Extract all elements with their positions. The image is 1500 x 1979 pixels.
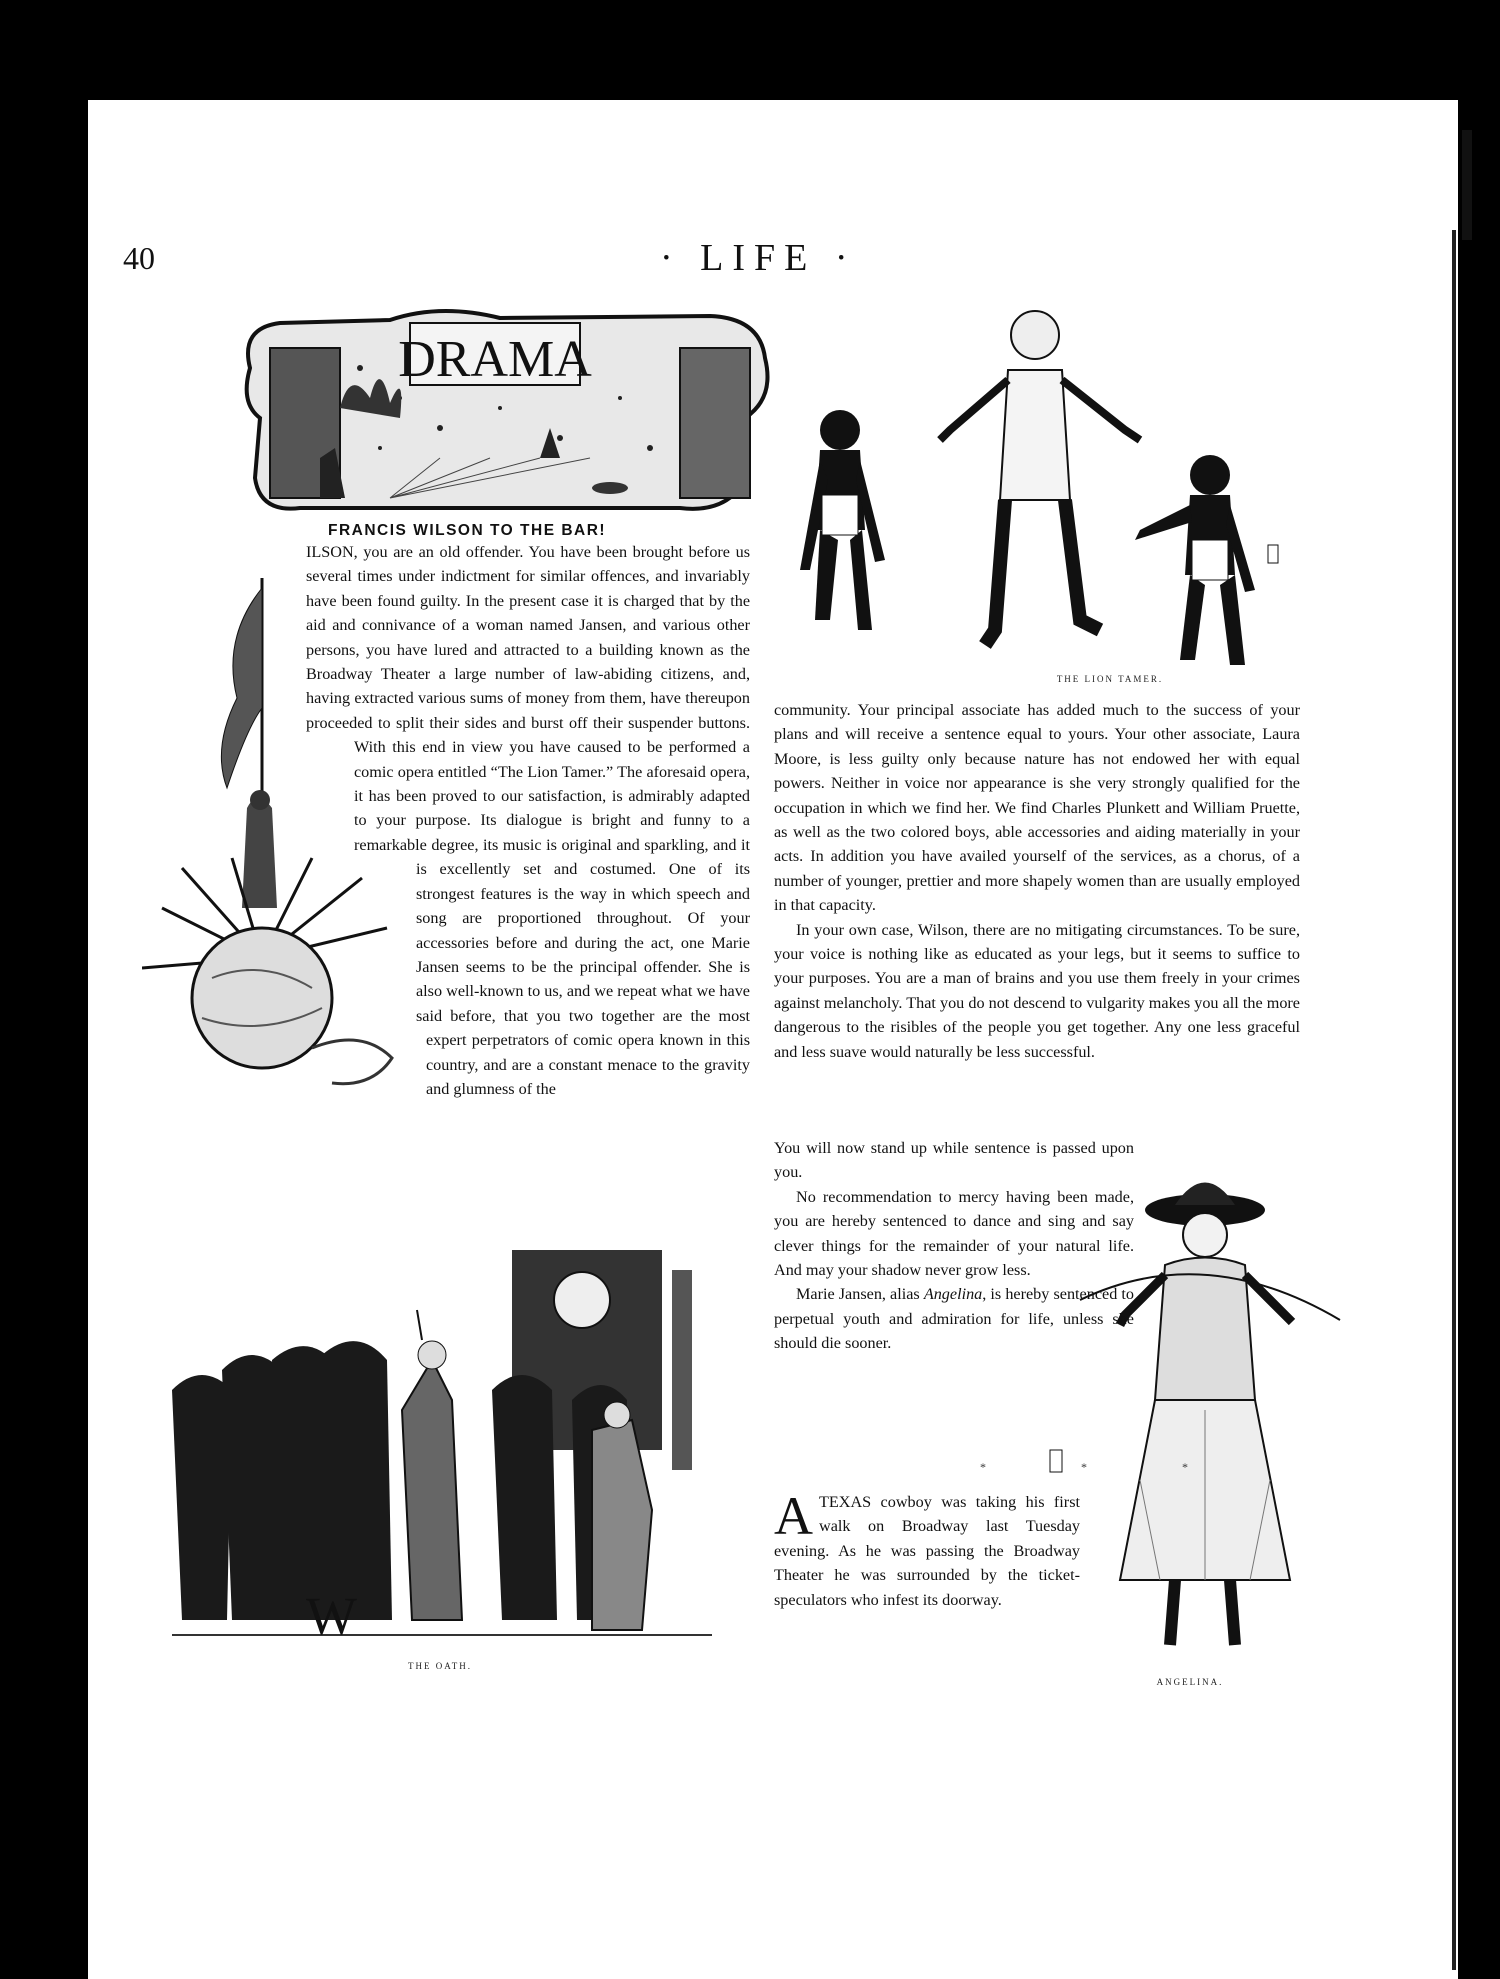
page-number: 40 [123, 240, 155, 276]
texas-drop-cap: A [774, 1486, 813, 1546]
scan-edge-mark [1462, 130, 1472, 240]
article-heading: FRANCIS WILSON TO THE BAR! [328, 522, 607, 539]
sentence-alias: Angelina [923, 1285, 983, 1304]
drama-banner-illustration [240, 308, 775, 518]
lion-tamer-caption: THE LION TAMER. [1056, 674, 1164, 684]
article-paragraph-3: In your own case, Wilson, there are no mitigating circumstances. To be sure, your voice is nothing like as educated as your legs, but it seems to suffice to your purposes. You are a man of brains and you use them freely in your crimes against melancholy. That you do not descend to vulgarity makes you all the more dangerous to the risibles of the people you get together. Any one less graceful and less suave would naturally be less successful. [774, 920, 1300, 1061]
watermark: comicbooks.com [1228, 1936, 1437, 1967]
article-paragraph-2: community. Your principal associate has added much to the success of your plans and will receive a sentence equal to yours. Your other associate, Laura Moore, is less guilty only because nature has not endowed her with equal powers. Neither in voice nor appearance is she very strongly qualified for the occupation in which we find her. We find Charles Plunkett and William Pruette, as well as the two colored boys, able accessories and aiding materially in your acts. In addition you have availed yourself of the services, as a chorus, of a number of younger, prettier and more shapely women than are usually employed in that capacity. [774, 701, 1300, 915]
article-drop-cap: W [306, 1586, 357, 1646]
article-column-right [774, 698, 1300, 1064]
article-paragraph-5: No recommendation to mercy having been made, you are hereby sentenced to dance and sing and say clever things for the remainder of your natural life. And may your shadow never grow less. [774, 1187, 1134, 1280]
article-paragraph-4: You will now stand up while sentence is passed upon you. [774, 1139, 1134, 1182]
section-separator-stars: * * * [980, 1460, 1234, 1474]
sentence-name: Marie Jansen, alias [796, 1285, 924, 1304]
sentence-rest: , is hereby sentenced to perpetual youth and admiration for life, unless she should die sooner. [774, 1285, 1134, 1353]
article-column-right-lower [774, 1136, 1134, 1356]
texas-paragraph-text: TEXAS cowboy was taking his first walk on Broadway last Tuesday evening. As he was passing the Broadway Theater he was surrounded by the ticket-speculators who infest its doorway. [774, 1493, 1080, 1609]
drama-banner-title: DRAMA [398, 331, 592, 388]
texas-paragraph [774, 1486, 1080, 1612]
article-paragraph-1-text: ILSON, you are an old offender. You have been brought before us several times under indictment for similar offences, and invariably have been found guilty. In the present case it is charged that by the aid and connivance of a woman named Jansen, and various other persons, you have lured and attracted to a building known as the Broadway Theater a large number of law-abiding citizens, and, having extracted various sums of money from them, have thereupon proceeded to split their sides and burst off their suspender buttons. With this end in view you have caused to be performed a comic opera entitled “The Lion Tamer.” The aforesaid opera, it has been proved to our satisfaction, is admirably adapted to your purpose. Its dialogue is bright and funny to a remarkable degree, its music is original and sparkling, and it is excellently set and costumed. One of its strongest features is the way in which speech and song are proportioned throughout. Of your accessories before and during the act, one Marie Jansen seems to be the principal offender. She is also well-known to us, and we repeat what we have said before, that you two together are the most expert perpetrators of comic opera known in this country, and are a constant menace to the gravity and glumness of the [306, 543, 750, 1098]
lion-tamer-illustration [780, 300, 1300, 670]
oath-caption: THE OATH. [408, 1661, 472, 1671]
article-paragraph-6 [774, 1282, 1134, 1355]
angelina-caption: ANGELINA. [1156, 1677, 1224, 1687]
masthead: · LIFE · [660, 237, 857, 279]
scan-edge-line [1452, 230, 1456, 1970]
article-column-left [306, 540, 750, 1646]
